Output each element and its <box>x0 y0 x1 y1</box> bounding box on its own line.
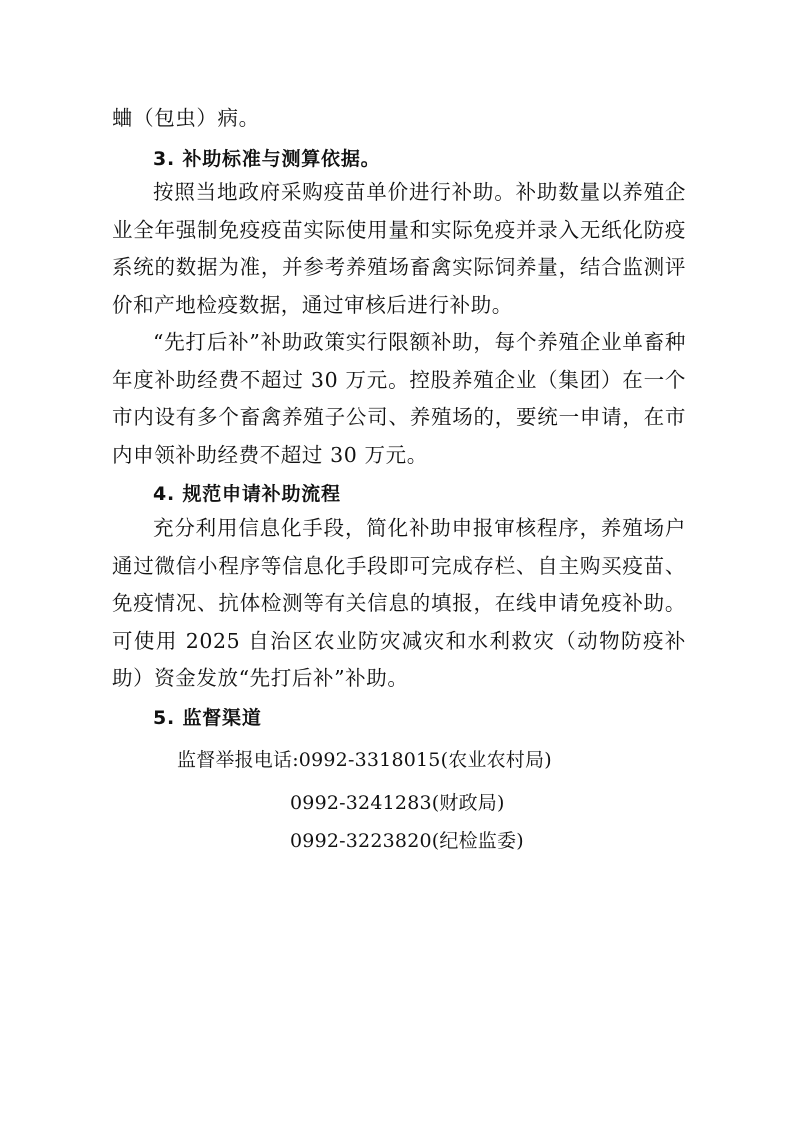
supervision-hotline-discipline: 0992-3223820(纪检监委) <box>290 830 524 852</box>
section-4-paragraph-1: 充分利用信息化手段，简化补助申报审核程序，养殖场户通过微信小程序等信息化手段即可完成存栏、自主购买疫苗、免疫情况、抗体检测等有关信息的填报，在线申请免疫补助。可使用 2025 自治区农业防灾减灾和水利救灾（动物防疫补助）资金发放“先打后补”补助。 <box>112 516 686 690</box>
section-5-heading: 5. 监督渠道 <box>153 707 262 729</box>
section-3-heading: 3. 补助标准与测算依据。 <box>153 148 381 170</box>
section-4-heading: 4. 规范申请补助流程 <box>153 483 341 505</box>
supervision-hotline-agriculture: 监督举报电话:0992-3318015(农业农村局) <box>177 749 552 771</box>
continuation-line: 蛐（包虫）病。 <box>112 106 260 130</box>
section-3-paragraph-1: 按照当地政府采购疫苗单价进行补助。补助数量以养殖企业全年强制免疫疫苗实际使用量和实际免疫并录入无纸化防疫系统的数据为准，并参考养殖场畜禽实际饲养量，结合监测评价和产地检疫数据，通过审核后进行补助。 <box>112 180 686 317</box>
supervision-hotline-finance: 0992-3241283(财政局) <box>290 792 505 814</box>
section-3-paragraph-2: “先打后补”补助政策实行限额补助，每个养殖企业单畜种年度补助经费不超过 30 万元。控股养殖企业（集团）在一个市内设有多个畜禽养殖子公司、养殖场的，要统一申请，在市内申领补助经费不超过 30 万元。 <box>112 330 686 467</box>
